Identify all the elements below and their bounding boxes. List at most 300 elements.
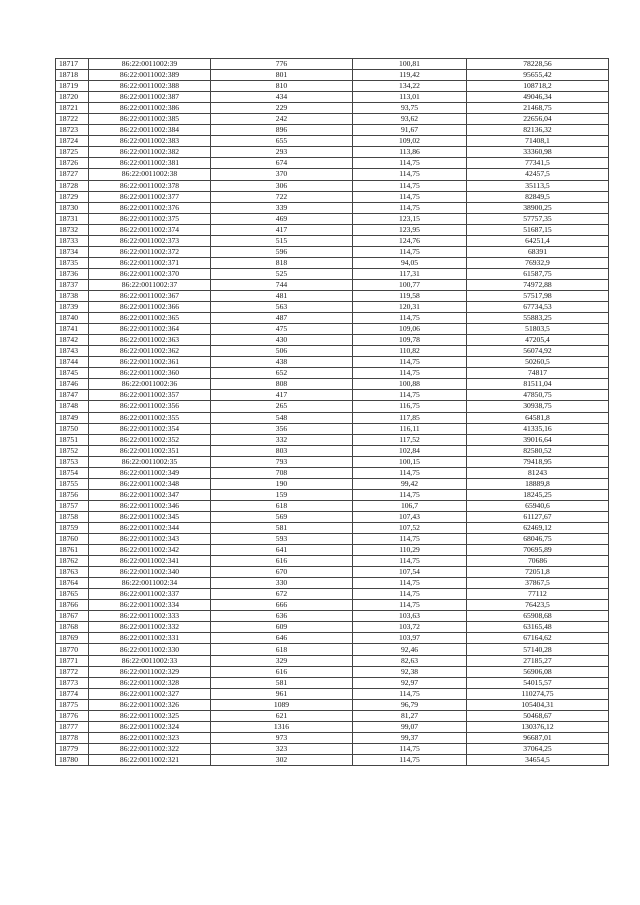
table-row: [56, 688, 609, 699]
value-cell: 67734,53: [467, 302, 609, 313]
table-row: [56, 401, 609, 412]
area-cell: 652: [211, 368, 353, 379]
row-id-cell: 18769: [56, 633, 89, 644]
area-cell: 265: [211, 401, 353, 412]
cadastral-number-cell: 86:22:0011002:328: [89, 677, 211, 688]
area-cell: 674: [211, 158, 353, 169]
area-cell: 896: [211, 125, 353, 136]
table-row: [56, 567, 609, 578]
rate-cell: 91,67: [353, 125, 467, 136]
value-cell: 68391: [467, 246, 609, 257]
rate-cell: 110,82: [353, 346, 467, 357]
table-row: [56, 70, 609, 81]
cadastral-number-cell: 86:22:0011002:365: [89, 313, 211, 324]
value-cell: 79418,95: [467, 456, 609, 467]
table-row: [56, 445, 609, 456]
value-cell: 22656,04: [467, 114, 609, 125]
area-cell: 323: [211, 743, 353, 754]
cadastral-number-cell: 86:22:0011002:324: [89, 721, 211, 732]
value-cell: 18245,25: [467, 489, 609, 500]
table-row: [56, 578, 609, 589]
rate-cell: 103,97: [353, 633, 467, 644]
area-cell: 1316: [211, 721, 353, 732]
table-row: [56, 500, 609, 511]
table-row: [56, 103, 609, 114]
value-cell: 108718,2: [467, 81, 609, 92]
table-row: [56, 368, 609, 379]
area-cell: 670: [211, 567, 353, 578]
table-row: [56, 478, 609, 489]
area-cell: 563: [211, 302, 353, 313]
area-cell: 487: [211, 313, 353, 324]
row-id-cell: 18778: [56, 732, 89, 743]
area-cell: 434: [211, 92, 353, 103]
cadastral-number-cell: 86:22:0011002:37: [89, 279, 211, 290]
table-row: [56, 246, 609, 257]
value-cell: 65908,68: [467, 611, 609, 622]
row-id-cell: 18757: [56, 500, 89, 511]
cadastral-number-cell: 86:22:0011002:334: [89, 600, 211, 611]
table-row: [56, 257, 609, 268]
cadastral-number-cell: 86:22:0011002:323: [89, 732, 211, 743]
area-cell: 430: [211, 335, 353, 346]
value-cell: 47205,4: [467, 335, 609, 346]
cadastral-number-cell: 86:22:0011002:388: [89, 81, 211, 92]
area-cell: 641: [211, 545, 353, 556]
rate-cell: 114,75: [353, 589, 467, 600]
rate-cell: 99,42: [353, 478, 467, 489]
row-id-cell: 18743: [56, 346, 89, 357]
area-cell: 302: [211, 754, 353, 765]
row-id-cell: 18726: [56, 158, 89, 169]
table-row: [56, 213, 609, 224]
table-row: [56, 522, 609, 533]
rate-cell: 107,43: [353, 511, 467, 522]
row-id-cell: 18760: [56, 534, 89, 545]
cadastral-number-cell: 86:22:0011002:375: [89, 213, 211, 224]
rate-cell: 109,06: [353, 324, 467, 335]
rate-cell: 100,15: [353, 456, 467, 467]
value-cell: 82580,52: [467, 445, 609, 456]
rate-cell: 114,75: [353, 600, 467, 611]
table-row: [56, 279, 609, 290]
rate-cell: 96,79: [353, 699, 467, 710]
value-cell: 39016,64: [467, 434, 609, 445]
cadastral-number-cell: 86:22:0011002:363: [89, 335, 211, 346]
cadastral-number-cell: 86:22:0011002:345: [89, 511, 211, 522]
value-cell: 68046,75: [467, 534, 609, 545]
area-cell: 618: [211, 644, 353, 655]
row-id-cell: 18766: [56, 600, 89, 611]
area-cell: 793: [211, 456, 353, 467]
table-row: [56, 202, 609, 213]
table-row: [56, 600, 609, 611]
cadastral-number-cell: 86:22:0011002:385: [89, 114, 211, 125]
value-cell: 42457,5: [467, 169, 609, 180]
row-id-cell: 18758: [56, 511, 89, 522]
row-id-cell: 18739: [56, 302, 89, 313]
row-id-cell: 18776: [56, 710, 89, 721]
value-cell: 57140,28: [467, 644, 609, 655]
area-cell: 672: [211, 589, 353, 600]
area-cell: 370: [211, 169, 353, 180]
rate-cell: 93,75: [353, 103, 467, 114]
area-cell: 506: [211, 346, 353, 357]
rate-cell: 102,84: [353, 445, 467, 456]
value-cell: 21468,75: [467, 103, 609, 114]
cadastral-number-cell: 86:22:0011002:374: [89, 224, 211, 235]
row-id-cell: 18756: [56, 489, 89, 500]
row-id-cell: 18752: [56, 445, 89, 456]
cadastral-number-cell: 86:22:0011002:333: [89, 611, 211, 622]
table-row: [56, 335, 609, 346]
rate-cell: 114,75: [353, 754, 467, 765]
table-row: [56, 158, 609, 169]
row-id-cell: 18717: [56, 59, 89, 70]
value-cell: 78228,56: [467, 59, 609, 70]
area-cell: 618: [211, 500, 353, 511]
rate-cell: 93,62: [353, 114, 467, 125]
table-row: [56, 412, 609, 423]
value-cell: 41335,16: [467, 423, 609, 434]
value-cell: 38900,25: [467, 202, 609, 213]
cadastral-number-cell: 86:22:0011002:362: [89, 346, 211, 357]
row-id-cell: 18722: [56, 114, 89, 125]
row-id-cell: 18745: [56, 368, 89, 379]
table-row: [56, 180, 609, 191]
area-cell: 475: [211, 324, 353, 335]
rate-cell: 113,86: [353, 147, 467, 158]
table-row: [56, 235, 609, 246]
rate-cell: 114,75: [353, 534, 467, 545]
row-id-cell: 18725: [56, 147, 89, 158]
row-id-cell: 18746: [56, 379, 89, 390]
row-id-cell: 18729: [56, 191, 89, 202]
value-cell: 57517,98: [467, 290, 609, 301]
table-row: [56, 423, 609, 434]
value-cell: 62469,12: [467, 522, 609, 533]
row-id-cell: 18763: [56, 567, 89, 578]
row-id-cell: 18744: [56, 357, 89, 368]
cadastral-number-cell: 86:22:0011002:384: [89, 125, 211, 136]
rate-cell: 114,75: [353, 169, 467, 180]
value-cell: 70695,89: [467, 545, 609, 556]
rate-cell: 82,63: [353, 655, 467, 666]
value-cell: 63165,48: [467, 622, 609, 633]
row-id-cell: 18728: [56, 180, 89, 191]
row-id-cell: 18723: [56, 125, 89, 136]
area-cell: 469: [211, 213, 353, 224]
area-cell: 525: [211, 268, 353, 279]
value-cell: 51803,5: [467, 324, 609, 335]
area-cell: 417: [211, 224, 353, 235]
row-id-cell: 18727: [56, 169, 89, 180]
value-cell: 110274,75: [467, 688, 609, 699]
value-cell: 74972,88: [467, 279, 609, 290]
row-id-cell: 18721: [56, 103, 89, 114]
value-cell: 65940,6: [467, 500, 609, 511]
rate-cell: 106,7: [353, 500, 467, 511]
rate-cell: 103,72: [353, 622, 467, 633]
rate-cell: 114,75: [353, 556, 467, 567]
rate-cell: 123,15: [353, 213, 467, 224]
table-row: [56, 655, 609, 666]
cadastral-number-cell: 86:22:0011002:321: [89, 754, 211, 765]
row-id-cell: 18733: [56, 235, 89, 246]
value-cell: 56074,92: [467, 346, 609, 357]
cadastral-number-cell: 86:22:0011002:34: [89, 578, 211, 589]
value-cell: 74817: [467, 368, 609, 379]
cadastral-number-cell: 86:22:0011002:332: [89, 622, 211, 633]
value-cell: 37867,5: [467, 578, 609, 589]
cadastral-number-cell: 86:22:0011002:341: [89, 556, 211, 567]
row-id-cell: 18774: [56, 688, 89, 699]
table-row: [56, 622, 609, 633]
value-cell: 82136,32: [467, 125, 609, 136]
area-cell: 609: [211, 622, 353, 633]
table-row: [56, 147, 609, 158]
row-id-cell: 18735: [56, 257, 89, 268]
area-cell: 744: [211, 279, 353, 290]
row-id-cell: 18771: [56, 655, 89, 666]
table-row: [56, 677, 609, 688]
rate-cell: 107,52: [353, 522, 467, 533]
table-row: [56, 390, 609, 401]
rate-cell: 114,75: [353, 191, 467, 202]
rate-cell: 110,29: [353, 545, 467, 556]
row-id-cell: 18779: [56, 743, 89, 754]
row-id-cell: 18750: [56, 423, 89, 434]
cadastral-number-cell: 86:22:0011002:360: [89, 368, 211, 379]
table-row: [56, 589, 609, 600]
row-id-cell: 18773: [56, 677, 89, 688]
area-cell: 481: [211, 290, 353, 301]
value-cell: 54015,57: [467, 677, 609, 688]
table-row: [56, 114, 609, 125]
cadastral-number-cell: 86:22:0011002:366: [89, 302, 211, 313]
table-row: [56, 313, 609, 324]
area-cell: 332: [211, 434, 353, 445]
area-cell: 159: [211, 489, 353, 500]
row-id-cell: 18777: [56, 721, 89, 732]
area-cell: 776: [211, 59, 353, 70]
table-row: [56, 721, 609, 732]
area-cell: 548: [211, 412, 353, 423]
rate-cell: 109,78: [353, 335, 467, 346]
value-cell: 76932,9: [467, 257, 609, 268]
rate-cell: 117,85: [353, 412, 467, 423]
row-id-cell: 18770: [56, 644, 89, 655]
row-id-cell: 18767: [56, 611, 89, 622]
cadastral-number-cell: 86:22:0011002:325: [89, 710, 211, 721]
value-cell: 27185,27: [467, 655, 609, 666]
area-cell: 569: [211, 511, 353, 522]
area-cell: 356: [211, 423, 353, 434]
rate-cell: 120,31: [353, 302, 467, 313]
area-cell: 722: [211, 191, 353, 202]
value-cell: 130376,12: [467, 721, 609, 732]
value-cell: 18889,8: [467, 478, 609, 489]
cadastral-number-cell: 86:22:0011002:39: [89, 59, 211, 70]
rate-cell: 114,75: [353, 357, 467, 368]
rate-cell: 109,02: [353, 136, 467, 147]
rate-cell: 114,75: [353, 489, 467, 500]
area-cell: 417: [211, 390, 353, 401]
value-cell: 77341,5: [467, 158, 609, 169]
row-id-cell: 18751: [56, 434, 89, 445]
table-row: [56, 59, 609, 70]
cadastral-number-cell: 86:22:0011002:376: [89, 202, 211, 213]
value-cell: 37064,25: [467, 743, 609, 754]
cadastral-number-cell: 86:22:0011002:364: [89, 324, 211, 335]
table-row: [56, 456, 609, 467]
row-id-cell: 18755: [56, 478, 89, 489]
value-cell: 95655,42: [467, 70, 609, 81]
row-id-cell: 18768: [56, 622, 89, 633]
value-cell: 61587,75: [467, 268, 609, 279]
table-row: [56, 489, 609, 500]
table-row: [56, 545, 609, 556]
area-cell: 242: [211, 114, 353, 125]
value-cell: 35113,5: [467, 180, 609, 191]
rate-cell: 100,77: [353, 279, 467, 290]
row-id-cell: 18732: [56, 224, 89, 235]
area-cell: 616: [211, 666, 353, 677]
value-cell: 55883,25: [467, 313, 609, 324]
value-cell: 49046,34: [467, 92, 609, 103]
area-cell: 621: [211, 710, 353, 721]
cadastral-number-cell: 86:22:0011002:355: [89, 412, 211, 423]
cadastral-number-cell: 86:22:0011002:382: [89, 147, 211, 158]
value-cell: 64251,4: [467, 235, 609, 246]
rate-cell: 99,07: [353, 721, 467, 732]
value-cell: 61127,67: [467, 511, 609, 522]
area-cell: 339: [211, 202, 353, 213]
rate-cell: 114,75: [353, 368, 467, 379]
cadastral-number-cell: 86:22:0011002:351: [89, 445, 211, 456]
rate-cell: 117,31: [353, 268, 467, 279]
cadastral-number-cell: 86:22:0011002:372: [89, 246, 211, 257]
cadastral-number-cell: 86:22:0011002:326: [89, 699, 211, 710]
area-cell: 708: [211, 467, 353, 478]
cadastral-number-cell: 86:22:0011002:35: [89, 456, 211, 467]
registry-table: [55, 58, 609, 766]
row-id-cell: 18742: [56, 335, 89, 346]
area-cell: 666: [211, 600, 353, 611]
cadastral-number-cell: 86:22:0011002:322: [89, 743, 211, 754]
area-cell: 655: [211, 136, 353, 147]
row-id-cell: 18741: [56, 324, 89, 335]
cadastral-number-cell: 86:22:0011002:337: [89, 589, 211, 600]
rate-cell: 100,88: [353, 379, 467, 390]
rate-cell: 123,95: [353, 224, 467, 235]
row-id-cell: 18740: [56, 313, 89, 324]
cadastral-number-cell: 86:22:0011002:329: [89, 666, 211, 677]
cadastral-number-cell: 86:22:0011002:327: [89, 688, 211, 699]
area-cell: 803: [211, 445, 353, 456]
area-cell: 293: [211, 147, 353, 158]
table-row: [56, 324, 609, 335]
row-id-cell: 18737: [56, 279, 89, 290]
row-id-cell: 18720: [56, 92, 89, 103]
area-cell: 818: [211, 257, 353, 268]
rate-cell: 124,76: [353, 235, 467, 246]
table-row: [56, 290, 609, 301]
area-cell: 961: [211, 688, 353, 699]
table-row: [56, 556, 609, 567]
row-id-cell: 18775: [56, 699, 89, 710]
area-cell: 810: [211, 81, 353, 92]
value-cell: 77112: [467, 589, 609, 600]
cadastral-number-cell: 86:22:0011002:340: [89, 567, 211, 578]
row-id-cell: 18780: [56, 754, 89, 765]
value-cell: 96687,01: [467, 732, 609, 743]
area-cell: 808: [211, 379, 353, 390]
rate-cell: 92,46: [353, 644, 467, 655]
cadastral-number-cell: 86:22:0011002:381: [89, 158, 211, 169]
table-row: [56, 379, 609, 390]
rate-cell: 114,75: [353, 313, 467, 324]
area-cell: 636: [211, 611, 353, 622]
cadastral-number-cell: 86:22:0011002:371: [89, 257, 211, 268]
table-row: [56, 434, 609, 445]
row-id-cell: 18772: [56, 666, 89, 677]
cadastral-number-cell: 86:22:0011002:377: [89, 191, 211, 202]
cadastral-number-cell: 86:22:0011002:344: [89, 522, 211, 533]
cadastral-number-cell: 86:22:0011002:387: [89, 92, 211, 103]
area-cell: 581: [211, 677, 353, 688]
cadastral-number-cell: 86:22:0011002:373: [89, 235, 211, 246]
row-id-cell: 18731: [56, 213, 89, 224]
table-row: [56, 125, 609, 136]
row-id-cell: 18765: [56, 589, 89, 600]
area-cell: 581: [211, 522, 353, 533]
cadastral-number-cell: 86:22:0011002:342: [89, 545, 211, 556]
area-cell: 229: [211, 103, 353, 114]
value-cell: 71408,1: [467, 136, 609, 147]
table-row: [56, 81, 609, 92]
table-row: [56, 754, 609, 765]
table-row: [56, 633, 609, 644]
rate-cell: 114,75: [353, 688, 467, 699]
rate-cell: 92,38: [353, 666, 467, 677]
row-id-cell: 18761: [56, 545, 89, 556]
rate-cell: 134,22: [353, 81, 467, 92]
row-id-cell: 18764: [56, 578, 89, 589]
rate-cell: 116,75: [353, 401, 467, 412]
cadastral-number-cell: 86:22:0011002:38: [89, 169, 211, 180]
value-cell: 64581,8: [467, 412, 609, 423]
rate-cell: 114,75: [353, 578, 467, 589]
rate-cell: 114,75: [353, 743, 467, 754]
area-cell: 438: [211, 357, 353, 368]
cadastral-number-cell: 86:22:0011002:370: [89, 268, 211, 279]
cadastral-number-cell: 86:22:0011002:33: [89, 655, 211, 666]
table-row: [56, 268, 609, 279]
table-row: [56, 92, 609, 103]
cadastral-number-cell: 86:22:0011002:383: [89, 136, 211, 147]
value-cell: 67164,62: [467, 633, 609, 644]
area-cell: 616: [211, 556, 353, 567]
value-cell: 50468,67: [467, 710, 609, 721]
value-cell: 51687,15: [467, 224, 609, 235]
document-page: [55, 58, 608, 766]
row-id-cell: 18730: [56, 202, 89, 213]
cadastral-number-cell: 86:22:0011002:378: [89, 180, 211, 191]
cadastral-number-cell: 86:22:0011002:343: [89, 534, 211, 545]
rate-cell: 114,75: [353, 246, 467, 257]
cadastral-number-cell: 86:22:0011002:357: [89, 390, 211, 401]
